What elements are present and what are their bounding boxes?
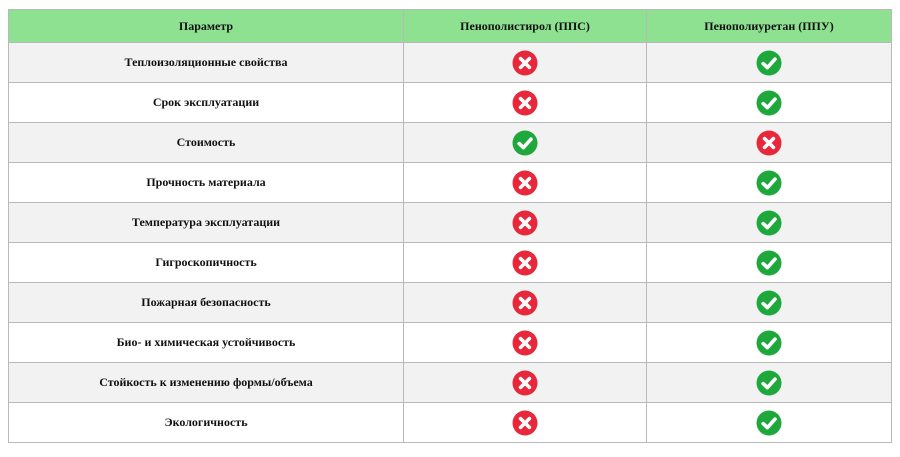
- header-ppu: Пенополиуретан (ППУ): [647, 10, 892, 43]
- ppu-cell: [647, 403, 892, 443]
- ppu-cell: [647, 163, 892, 203]
- pps-cell: [404, 123, 647, 163]
- table-row: [9, 43, 892, 83]
- cross-circle-icon: [512, 170, 538, 196]
- parameter-cell: Экологичность: [9, 403, 404, 443]
- ppu-cell: [647, 363, 892, 403]
- pps-cell: [404, 163, 647, 203]
- ppu-cell: [647, 83, 892, 123]
- table-row: [9, 123, 892, 163]
- ppu-cell: [647, 323, 892, 363]
- table-row: [9, 403, 892, 443]
- check-circle-icon: [756, 90, 782, 116]
- cross-circle-icon: [756, 130, 782, 156]
- cross-circle-icon: [512, 410, 538, 436]
- parameter-cell: Температура эксплуатации: [9, 203, 404, 243]
- cross-circle-icon: [512, 330, 538, 356]
- table-header: [9, 10, 892, 43]
- table-row: [9, 363, 892, 403]
- parameter-cell: Гигроскопичность: [9, 243, 404, 283]
- parameter-cell: Стойкость к изменению формы/объема: [9, 363, 404, 403]
- ppu-cell: [647, 123, 892, 163]
- parameter-cell: Теплоизоляционные свойства: [9, 43, 404, 83]
- check-circle-icon: [756, 250, 782, 276]
- table-row: [9, 243, 892, 283]
- pps-cell: [404, 403, 647, 443]
- ppu-cell: [647, 283, 892, 323]
- parameter-cell: Био- и химическая устойчивость: [9, 323, 404, 363]
- pps-cell: [404, 43, 647, 83]
- cross-circle-icon: [512, 90, 538, 116]
- check-circle-icon: [756, 330, 782, 356]
- ppu-cell: [647, 43, 892, 83]
- table-row: [9, 163, 892, 203]
- comparison-table-container: [8, 9, 891, 443]
- table-row: [9, 203, 892, 243]
- ppu-cell: [647, 203, 892, 243]
- pps-cell: [404, 363, 647, 403]
- check-circle-icon: [756, 170, 782, 196]
- cross-circle-icon: [512, 210, 538, 236]
- parameter-cell: Стоимость: [9, 123, 404, 163]
- pps-cell: [404, 323, 647, 363]
- check-circle-icon: [512, 130, 538, 156]
- ppu-cell: [647, 243, 892, 283]
- check-circle-icon: [756, 370, 782, 396]
- table-row: [9, 323, 892, 363]
- comparison-table: [8, 9, 892, 443]
- pps-cell: [404, 283, 647, 323]
- pps-cell: [404, 83, 647, 123]
- table-row: [9, 83, 892, 123]
- check-circle-icon: [756, 410, 782, 436]
- parameter-cell: Прочность материала: [9, 163, 404, 203]
- header-pps: Пенополистирол (ППС): [404, 10, 647, 43]
- cross-circle-icon: [512, 250, 538, 276]
- cross-circle-icon: [512, 50, 538, 76]
- parameter-cell: Пожарная безопасность: [9, 283, 404, 323]
- pps-cell: [404, 243, 647, 283]
- header-parameter: Параметр: [9, 10, 404, 43]
- table-row: [9, 283, 892, 323]
- check-circle-icon: [756, 210, 782, 236]
- table-body: [9, 43, 892, 443]
- check-circle-icon: [756, 50, 782, 76]
- header-row: [9, 10, 892, 43]
- cross-circle-icon: [512, 370, 538, 396]
- pps-cell: [404, 203, 647, 243]
- cross-circle-icon: [512, 290, 538, 316]
- parameter-cell: Срок эксплуатации: [9, 83, 404, 123]
- check-circle-icon: [756, 290, 782, 316]
